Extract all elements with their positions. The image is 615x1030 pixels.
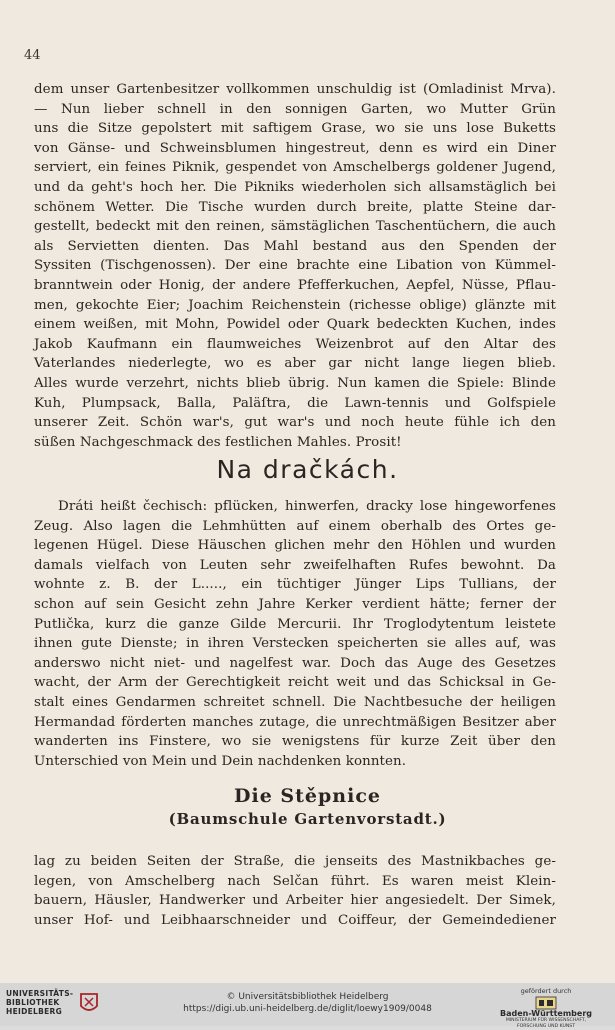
text-line: wohnte z. B. der L....., ein tüchtiger Jünger Lips Tullians, der xyxy=(34,577,556,593)
paragraph-2 xyxy=(34,497,556,771)
text-line: Vaterlandes niederlegte, wo es aber gar nicht lange liegen blieb. xyxy=(34,356,556,372)
viewer-footer xyxy=(0,983,615,1029)
funded-by-label: gefördert durch xyxy=(520,987,572,995)
text-line: gestellt, bedeckt mit den reinen, sämstäglichen Taschentüchern, die auch xyxy=(34,219,556,235)
text-line: ihnen gute Dienste; in ihren Verstecken speicherten sie alles auf, was xyxy=(34,636,556,652)
text-line: von Gänse- und Schweinsblumen hingestreut, denn es wird ein Diner xyxy=(34,140,556,156)
text-line: süßen Nachgeschmack des festlichen Mahles. Prosit! xyxy=(34,434,402,450)
text-line: schönem Wetter. Die Tische wurden durch breite, platte Steine dar- xyxy=(34,199,556,215)
paragraph-1 xyxy=(34,80,556,452)
funder-block xyxy=(491,987,601,1030)
text-line: wanderten ins Finstere, wo sie wenigstens für kurze Zeit über den xyxy=(34,734,556,750)
text-line: Unterschied von Mein und Dein nachdenken konnten. xyxy=(34,753,407,769)
library-logo[interactable] xyxy=(6,989,99,1016)
library-seal-icon xyxy=(79,992,99,1014)
text-line: damals vielfach von Leuten sehr zweifelhaften Rufes bewohnt. Da xyxy=(34,557,556,573)
copyright-text: © Universitätsbibliothek Heidelberg xyxy=(226,992,389,1002)
text-line: — Nun lieber schnell in den sonnigen Garten, wo Mutter Grün xyxy=(34,101,556,117)
funder-crest-icon xyxy=(535,996,557,1010)
section-heading: Die Stěpnice xyxy=(234,785,381,807)
text-line: lag zu beiden Seiten der Straße, die jenseits des Mastnikbaches ge- xyxy=(34,854,556,869)
text-line: Hermandad förderten manches zutage, die unrechtmäßigen Besitzer aber xyxy=(34,714,556,730)
text-line: Putlička, kurz die ganze Gilde Mercurii. Ihr Troglodytentum leistete xyxy=(34,616,556,632)
text-line: wacht, der Arm der Gerechtigkeit reicht weit und das Schicksal in Ge- xyxy=(34,675,556,691)
text-line: als Servietten dienten. Das Mahl bestand aus den Spenden der xyxy=(34,238,556,254)
text-line: und da geht's hoch her. Die Pikniks wiederholen sich allsamstäglich bei xyxy=(34,179,556,195)
text-line: unserer Zeit. Schön war's, gut war's und noch heute fühle ich den xyxy=(34,415,556,431)
text-line: uns die Sitze gepolstert mit saftigem Grase, wo sie uns lose Buketts xyxy=(34,121,556,137)
text-line: dem unser Gartenbesitzer vollkommen unschuldig ist (Omladinist Mrva). xyxy=(34,82,556,97)
paragraph-3 xyxy=(34,852,556,930)
text-line: Dráti heißt čechisch: pflücken, hinwerfen, dracky lose hingeworfenes xyxy=(58,499,556,514)
text-line: unser Hof- und Leibhaarschneider und Coiffeur, der Gemeindediener xyxy=(34,912,556,928)
text-line: Kuh, Plumpsack, Balla, Paläſtra, die Lawn-tennis und Golfspiele xyxy=(34,395,556,411)
text-line: serviert, ein feines Piknik, gespendet von Amschelbergs goldener Jugend, xyxy=(34,160,556,176)
text-line: anderswo nicht niet- und nagelfest war. Doch das Auge des Gesetzes xyxy=(34,655,556,671)
funder-name: Baden-Württemberg xyxy=(499,1009,592,1018)
text-line: men, gekochte Eier; Joachim Reichenstein (richesse oblige) glänzte mit xyxy=(34,297,556,313)
section-title: Na dračkách. xyxy=(216,455,399,484)
text-line: branntwein oder Honig, der andere Pfefferkuchen, Aepfel, Nüsse, Pflau- xyxy=(34,277,556,293)
text-line: legen, von Amschelberg nach Selčan führt. Es waren meist Klein- xyxy=(34,873,556,889)
text-line: Syssiten (Tischgenossen). Der eine brachte eine Libation von Kümmel- xyxy=(34,258,556,274)
funder-subtitle: MINISTERIUM FÜR WISSENSCHAFT, FORSCHUNG UND KUNST xyxy=(505,1018,587,1029)
text-line: bauern, Häusler, Handwerker und Arbeiter hier angesiedelt. Der Simek, xyxy=(34,893,556,909)
text-line: Zeug. Also lagen die Lehmhütten auf einem oberhalb des Ortes ge- xyxy=(34,518,556,534)
text-line: Alles wurde verzehrt, nichts blieb übrig. Nun kamen die Spiele: Blinde xyxy=(34,375,556,391)
text-line: schon auf sein Gesicht zehn Jahre Kerker verdient hätte; ferner der xyxy=(34,596,556,612)
text-line: Jakob Kaufmann ein flaumweiches Weizenbrot auf den Altar des xyxy=(34,336,556,352)
text-line: stalt eines Gendarmen schreitet schnell. Die Nachtbesuche der heiligen xyxy=(34,694,556,710)
footer-info xyxy=(150,991,465,1015)
text-line: einem weißen, mit Mohn, Powidel oder Quark bedeckten Kuchen, indes xyxy=(34,317,556,333)
text-line: legenen Hügel. Diese Häuschen glichen mehr den Höhlen und wurden xyxy=(34,538,556,554)
section-subheading: (Baumschule Gartenvorstadt.) xyxy=(168,810,447,828)
page-number: 44 xyxy=(24,48,41,63)
permalink[interactable]: https://digi.ub.uni-heidelberg.de/diglit/loewy1909/0048 xyxy=(183,1004,432,1014)
library-name: UNIVERSITÄTS- BIBLIOTHEK HEIDELBERG xyxy=(6,989,74,1016)
